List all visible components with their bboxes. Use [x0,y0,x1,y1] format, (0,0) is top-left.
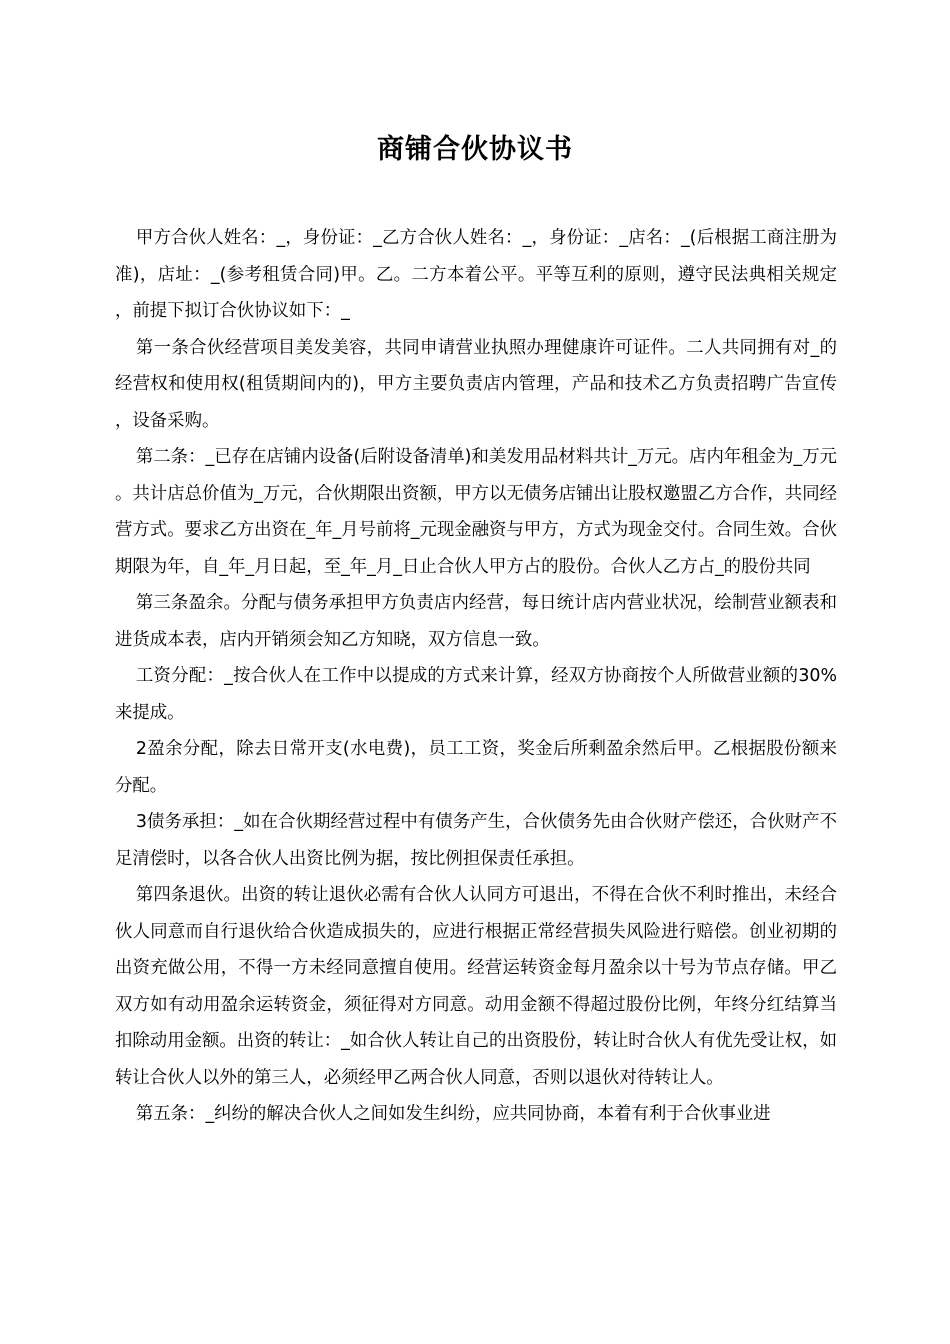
paragraph-article-2: 第二条：_已存在店铺内设备(后附设备清单)和美发用品材料共计_万元。店内年租金为_万元。共计店总价值为_万元，合伙期限出资额，甲方以无债务店铺出让股权邀盟乙方合作，共同经营方式。要求乙方出资在_年_月号前将_元现金融资与甲方，方式为现金交付。合同生效。合伙期限为年，自_年_月日起，至_年_月_日止合伙人甲方占的股份。合伙人乙方占_的股份共同 [115,447,837,577]
paragraph-debt-bearing: 3债务承担：_如在合伙期经营过程中有债务产生，合伙债务先由合伙财产偿还，合伙财产不足清偿时，以各合伙人出资比例为据，按比例担保责任承担。 [115,812,837,869]
paragraph-article-5: 第五条：_纠纷的解决合伙人之间如发生纠纷，应共同协商，本着有利于合伙事业进 [135,1104,771,1124]
paragraph-wage-distribution: 工资分配：_按合伙人在工作中以提成的方式来计算，经双方协商按个人所做营业额的30%来提成。 [115,666,837,723]
paragraph-article-4: 第四条退伙。出资的转让退伙必需有合伙人认同方可退出，不得在合伙不利时推出，未经合伙人同意而自行退伙给合伙造成损失的，应进行根据正常经营损失风险进行赔偿。创业初期的出资充做公用，不得一方未经同意擅自使用。经营运转资金每月盈余以十号为节点存储。甲乙双方如有动用盈余运转资金，须征得对方同意。动用金额不得超过股份比例，年终分红结算当扣除动用金额。出资的转让：_如合伙人转让自己的出资股份，转让时合伙人有优先受让权，如转让合伙人以外的第三人，必须经甲乙两合伙人同意，否则以退伙对待转让人。 [115,885,837,1088]
paragraph-parties: 甲方合伙人姓名：_，身份证：_乙方合伙人姓名：_，身份证：_店名：_(后根据工商注册为准)，店址：_(参考租赁合同)甲。乙。二方本着公平。平等互利的原则，遵守民法典相关规定，前提下拟订合伙协议如下：_ [115,228,837,321]
paragraph-article-1: 第一条合伙经营项目美发美容，共同申请营业执照办理健康许可证件。二人共同拥有对_的经营权和使用权(租赁期间内的)，甲方主要负责店内管理，产品和技术乙方负责招聘广告宣传，设备采购。 [115,337,837,431]
document-title: 商铺合伙协议书 [377,134,573,165]
document-body [115,220,837,1133]
paragraph-surplus-distribution: 2盈余分配，除去日常开支(水电费)，员工工资，奖金后所剩盈余然后甲。乙根据股份额来分配。 [115,739,837,796]
paragraph-article-3: 第三条盈余。分配与债务承担甲方负责店内经营，每日统计店内营业状况，绘制营业额表和进货成本表，店内开销须会知乙方知晓，双方信息一致。 [115,593,837,650]
